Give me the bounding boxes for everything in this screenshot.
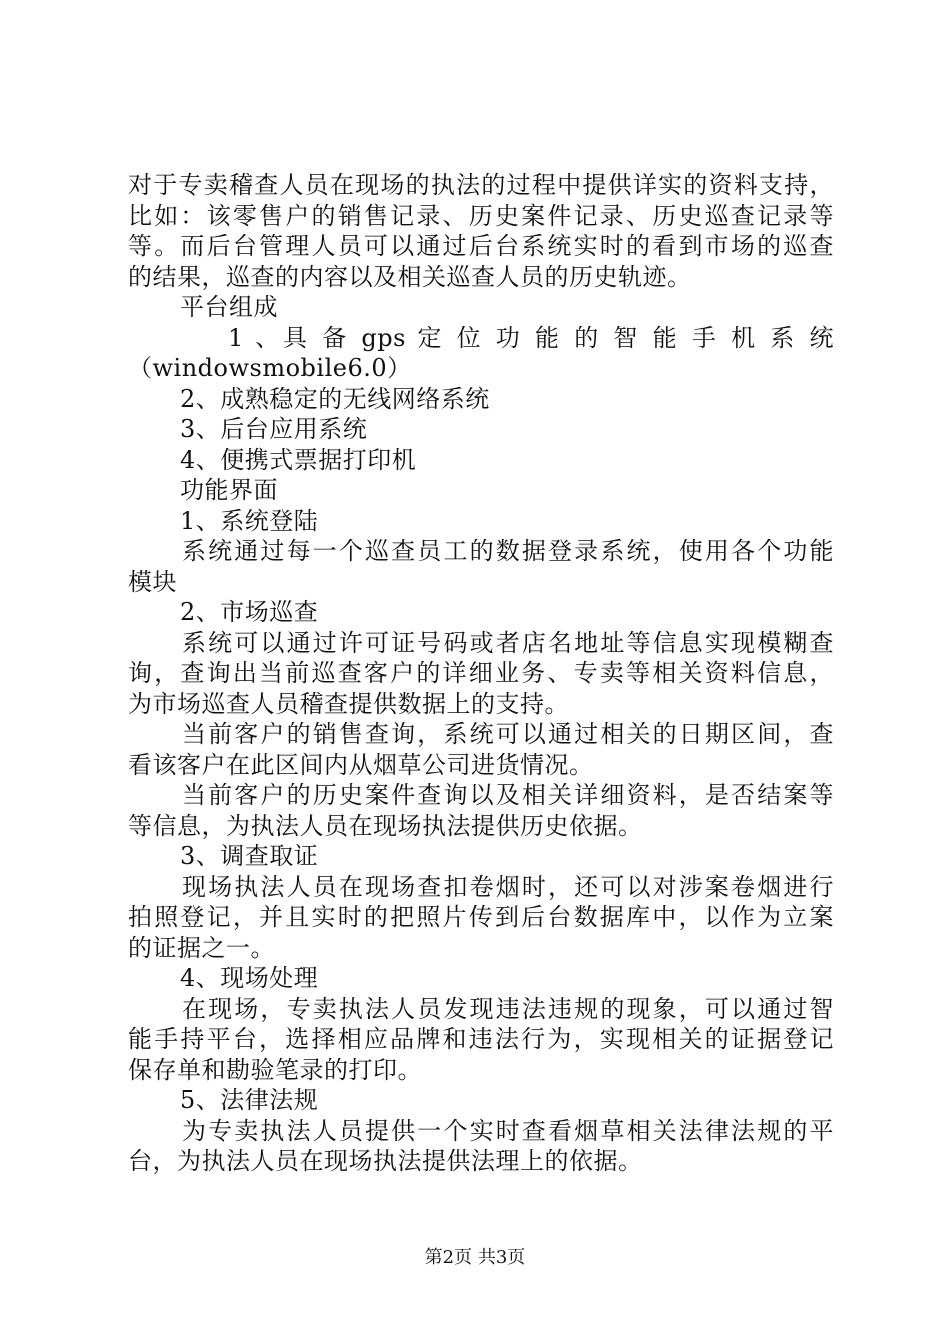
body-line: 等信息，为执法人员在现场执法提供历史依据。 bbox=[128, 811, 643, 840]
body-line: 当前客户的历史案件查询以及相关详细资料，是否结案等 bbox=[182, 781, 834, 809]
body-line: 比如：该零售户的销售记录、历史案件记录、历史巡查记录等 bbox=[128, 201, 834, 230]
list-item: 1 、具 备 gps 定 位 功 能 的 智 能 手 机 系 统 bbox=[228, 323, 834, 352]
subsection-heading: 5、法律法规 bbox=[180, 1086, 319, 1114]
body-line: 能手持平台，选择相应品牌和违法行为，实现相关的证据登记 bbox=[128, 1025, 834, 1053]
body-line: 台，为执法人员在现场执法提供法理上的依据。 bbox=[128, 1147, 643, 1175]
body-line: 当前客户的销售查询，系统可以通过相关的日期区间，查 bbox=[182, 720, 834, 748]
body-line: 在现场，专卖执法人员发现违法违规的现象，可以通过智 bbox=[182, 994, 834, 1023]
document-body bbox=[128, 170, 834, 1177]
body-line: 为市场巡查人员稽查提供数据上的支持。 bbox=[128, 689, 569, 718]
subsection-heading: 1、系统登陆 bbox=[180, 506, 319, 535]
subsection-heading: 2、市场巡查 bbox=[180, 598, 319, 626]
body-line: 系统通过每一个巡查员工的数据登录系统，使用各个功能 bbox=[182, 537, 834, 565]
body-line: 的结果，巡查的内容以及相关巡查人员的历史轨迹。 bbox=[128, 262, 692, 291]
page-footer: 第2页 共3页 bbox=[424, 1247, 526, 1268]
body-line: 的证据之一。 bbox=[128, 933, 275, 962]
body-line: 保存单和勘验笔录的打印。 bbox=[128, 1055, 422, 1084]
subsection-heading: 3、调查取证 bbox=[180, 842, 319, 870]
body-line: 对于专卖稽查人员在现场的执法的过程中提供详实的资料支持， bbox=[128, 171, 834, 199]
body-line: 为专卖执法人员提供一个实时查看烟草相关法律法规的平 bbox=[182, 1116, 834, 1145]
body-line: 询，查询出当前巡查客户的详细业务、专卖等相关资料信息， bbox=[128, 659, 834, 687]
body-line: 现场执法人员在现场查扣卷烟时，还可以对涉案卷烟进行 bbox=[182, 872, 834, 901]
list-item: 3、后台应用系统 bbox=[180, 415, 368, 443]
body-line: 拍照登记，并且实时的把照片传到后台数据库中，以作为立案 bbox=[128, 903, 834, 931]
body-line: 看该客户在此区间内从烟草公司进货情况。 bbox=[128, 750, 594, 779]
subsection-heading: 4、现场处理 bbox=[180, 964, 319, 992]
section-heading: 平台组成 bbox=[180, 293, 278, 321]
list-item-continued: （windowsmobile6.0） bbox=[128, 354, 412, 382]
body-line: 模块 bbox=[128, 567, 177, 596]
body-line: 等。而后台管理人员可以通过后台系统实时的看到市场的巡查 bbox=[128, 232, 834, 260]
list-item: 2、成熟稳定的无线网络系统 bbox=[180, 384, 490, 413]
section-heading: 功能界面 bbox=[180, 476, 278, 504]
body-line: 系统可以通过许可证号码或者店名地址等信息实现模糊查 bbox=[182, 628, 834, 657]
list-item: 4、便携式票据打印机 bbox=[180, 445, 417, 474]
